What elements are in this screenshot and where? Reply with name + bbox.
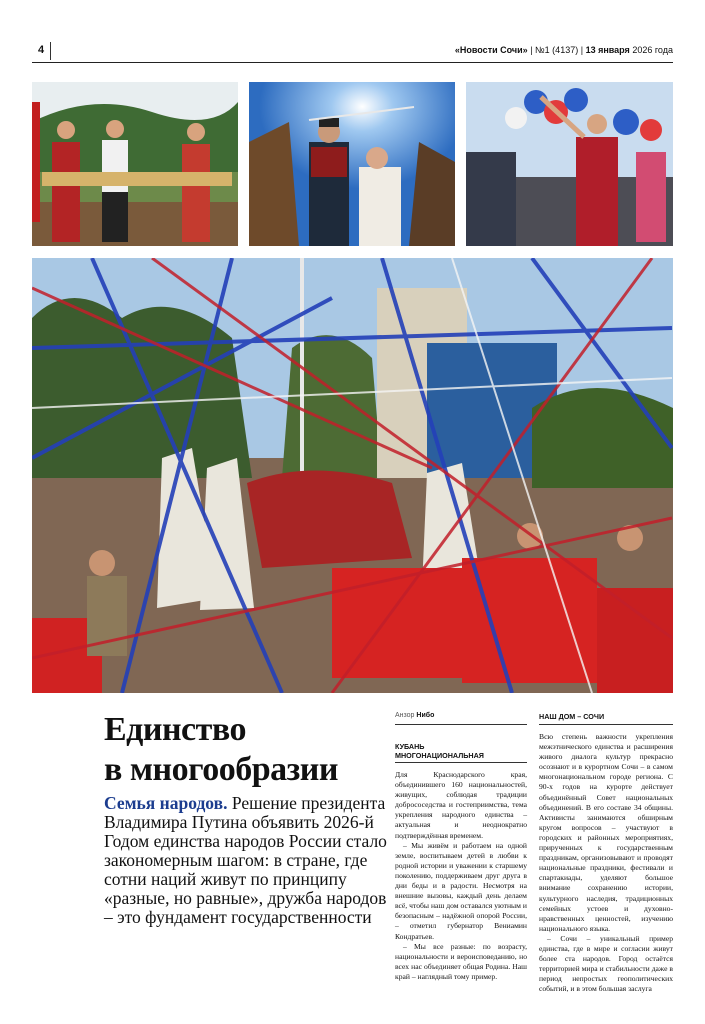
photo-unity-celebration: [32, 258, 673, 693]
column-2-tag: НАШ ДОМ – СОЧИ: [539, 712, 605, 721]
photo-festival-dancer: [466, 82, 673, 246]
newspaper-name: «Новости Сочи»: [454, 45, 528, 55]
column-2-rule: [539, 724, 673, 725]
article-column-2: [539, 732, 673, 994]
header-rule: [32, 62, 673, 63]
byline-first-name: Анзор: [395, 712, 415, 719]
article-column-1: [395, 770, 527, 982]
issue-year: 2026 года: [632, 45, 673, 55]
lead-text: Решение президента Владимира Путина объявить 2026-й Годом единства народов России стало закономерным шагом: в стране, где сотни наций живут по принципу «разные, но равные», дружба народов – это фундамент государственности: [104, 793, 387, 927]
paragraph: Для Краснодарского края, объединившего 160 национальностей, живущих, соблюдая традиции добрососедства и гостеприимства, тема укрепления народного единства – актуальная и неоднократно подтверждённая временем.: [395, 770, 527, 840]
rubric: [395, 742, 484, 760]
paragraph: – Мы все разные: по возрасту, национальности и вероисповеданию, но всех нас объединяет общая Родина. Наш край – наглядный тому пример.: [395, 941, 527, 981]
headline-line-2: в многообразии: [104, 751, 338, 788]
rubric-line-1: КУБАНЬ: [395, 742, 425, 751]
byline-rule: [395, 724, 527, 725]
issue-date: 13 января: [585, 45, 630, 55]
lead-label: Семья народов.: [104, 793, 228, 813]
issue-number: | №1 (4137) |: [530, 45, 584, 55]
byline: [395, 712, 434, 719]
photo-cossack-with-sabre: [249, 82, 455, 246]
header-divider: [50, 42, 51, 60]
paragraph: – Сочи – уникальный пример единства, где в мире и согласии живут более ста народов. Город остаётся территорией мира и стабильности даже в период непростых геополитических событий, и в этом большая заслуга: [539, 933, 673, 994]
issue-line: [455, 45, 673, 55]
rubric-rule: [395, 762, 527, 763]
byline-last-name: Нибо: [416, 712, 435, 719]
paragraph: – Мы живём и работаем на одной земле, воспитываем детей в любви к родной истории и уважении к старшему поколению, поддерживаем друг друга в дни беды и в радости. Несмотря на внешние вызовы, каждый день делаем всё, чтобы наш дом оставался уютным и безопасным – надёжной опорой России, – отметил губернатор Вениамин Кондратьев.: [395, 840, 527, 941]
photo-balalaika-players: [32, 82, 238, 246]
rubric-line-2: МНОГОНАЦИОНАЛЬНАЯ: [395, 751, 484, 760]
headline-line-1: Единство: [104, 711, 246, 748]
article-headline: [104, 710, 389, 790]
paragraph: Всю степень важности укрепления межэтнического единства и расширения живого диалога культур прекрасно осознают и в курортном Сочи – в самом многонациональном городе региона. С 90-х годов на курорте действует объединённый Совет национальных объединений. В его составе 34 общины. Активисты занимаются обширным кругом вопросов – участвуют в городских и районных мероприятиях, прирученных к государственным праздникам, организовывают и проводят национальные праздники, фестивали и спартакиады, уделяют большое внимание сохранению истории, культурного наследия, традиционных семейных устоев и духовно-нравственных ценностей, изучению национального языка.: [539, 732, 673, 933]
article-lead: [104, 794, 389, 927]
page-number: 4: [38, 44, 45, 56]
